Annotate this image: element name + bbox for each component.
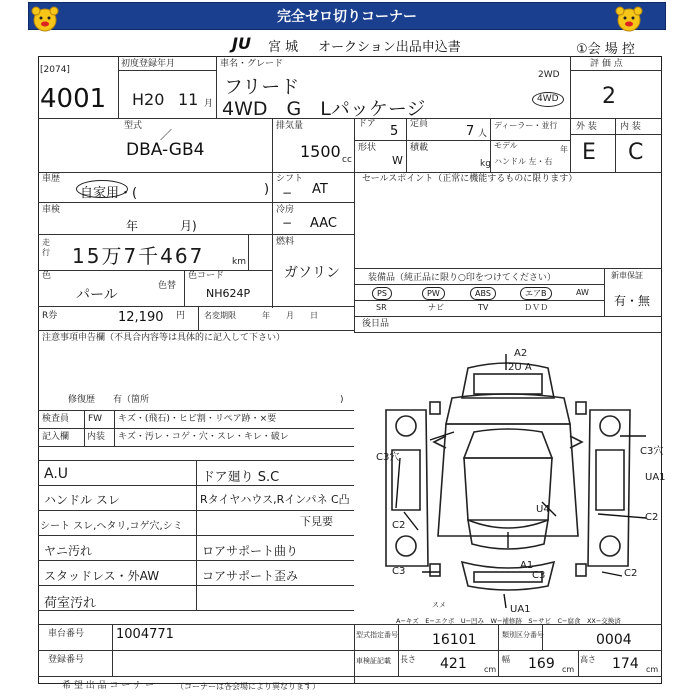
form-title: オークション出品申込書 bbox=[318, 40, 461, 55]
remark-2b: Rタイヤハウス,Rインパネ C凸 bbox=[200, 493, 350, 506]
ac-label: 冷房 bbox=[276, 205, 295, 215]
height-value: 174 bbox=[612, 656, 639, 672]
dmg-c3b: C3 bbox=[532, 570, 546, 581]
category-number: 0004 bbox=[596, 632, 632, 648]
recycle-label: R券 bbox=[42, 311, 58, 321]
type-cert-label: 型式指定番号 bbox=[356, 631, 398, 639]
recycle-unit: 円 bbox=[176, 311, 186, 321]
notes-label: 注意事項申告欄（不具合内容等は具体的に記入して下さい） bbox=[42, 333, 286, 343]
name-change-label: 名変期限 bbox=[204, 311, 236, 320]
inspection-label: 車検 bbox=[42, 205, 61, 215]
remark-5b: コアサポート歪み bbox=[202, 569, 299, 583]
dmg-ua1-bottom: UA1 bbox=[510, 604, 531, 615]
fuel-value: ガソリン bbox=[284, 265, 340, 281]
equip-pw: PW bbox=[422, 287, 445, 300]
mileage-value: 15万7千467 bbox=[72, 244, 205, 268]
color-change-label: 色替 bbox=[158, 281, 177, 291]
seats-unit: 人 bbox=[478, 129, 488, 139]
first-reg-era: H20 bbox=[132, 90, 165, 109]
mascot-right-icon bbox=[614, 4, 644, 34]
remark-3a: シート スレ,ヘタリ,コゲ穴,シミ bbox=[40, 521, 183, 532]
corner-note: （コーナーは各会場により異なります） bbox=[176, 682, 320, 691]
shape-value: W bbox=[392, 154, 403, 167]
model-mark: ／ bbox=[160, 128, 173, 142]
remark-3b: 下見要 bbox=[300, 515, 333, 528]
remark-4a: ヤニ汚れ bbox=[44, 544, 93, 558]
type-cert-number: 16101 bbox=[432, 632, 477, 648]
length-label: 長さ bbox=[400, 655, 416, 664]
mileage-unit: km bbox=[232, 257, 246, 267]
color-code-label: 色コード bbox=[188, 271, 225, 281]
dmg-c2-left: C2 bbox=[392, 520, 406, 531]
length-value: 421 bbox=[440, 656, 467, 672]
inspector-label: 検査員 bbox=[42, 414, 70, 424]
chassis-label: 車台番号 bbox=[48, 629, 85, 639]
new-warranty-label: 新車保証 bbox=[611, 271, 643, 280]
fuel-label: 燃料 bbox=[276, 237, 295, 247]
ext-grade: E bbox=[582, 140, 596, 165]
color-code-value: NH624P bbox=[206, 287, 251, 300]
rear-items-label: 後日品 bbox=[362, 319, 390, 329]
model-code: DBA-GB4 bbox=[126, 140, 205, 160]
ju-logo: JU bbox=[232, 34, 251, 53]
width-value: 169 bbox=[528, 656, 555, 672]
dmg-c3-right: C3穴 bbox=[640, 446, 664, 457]
dmg-u4: U4 bbox=[536, 504, 550, 515]
inspection-month: 月) bbox=[180, 219, 197, 233]
dmg-a2b: 2U A bbox=[508, 362, 532, 373]
venue-copy-label: ①会 場 控 bbox=[576, 42, 635, 57]
inspection-year: 年 bbox=[126, 219, 139, 233]
height-unit: cm bbox=[646, 665, 659, 674]
remark-1b: ドア廻り S.C bbox=[202, 470, 280, 485]
seats-label: 定員 bbox=[410, 119, 429, 129]
history-close: ) bbox=[264, 182, 270, 197]
sales-point-label: セールスポイント（正常に機能するものに限ります） bbox=[362, 174, 578, 184]
load-label: 積載 bbox=[410, 143, 429, 153]
remark-2a: ハンドル スレ bbox=[44, 493, 120, 507]
drive-2wd: 2WD bbox=[538, 70, 560, 80]
new-warranty-value: 有・無 bbox=[614, 294, 651, 308]
repair-label: 修復歴 有（箇所 bbox=[68, 395, 150, 405]
ext-label: 外 装 bbox=[576, 122, 597, 132]
remark-4b: ロアサポート曲り bbox=[202, 544, 299, 558]
load-unit: kg bbox=[480, 159, 491, 169]
first-reg-month-suffix: 月 bbox=[204, 99, 214, 109]
association-name: 宮 城 bbox=[268, 40, 299, 55]
color-label: 色 bbox=[42, 271, 52, 281]
repair-close: ) bbox=[340, 395, 344, 405]
banner bbox=[28, 2, 666, 30]
inspector-interior-items: キズ・汚レ・コゲ・穴・スレ・キレ・破レ bbox=[118, 432, 289, 442]
dmg-c3-low: C3 bbox=[392, 566, 406, 577]
dmg-c2-right: C2 bbox=[645, 512, 659, 523]
shape-label: 形状 bbox=[358, 143, 377, 153]
history-label: 車歴 bbox=[42, 174, 61, 184]
height-label: 高さ bbox=[580, 655, 596, 664]
inspector-interior: 内装 bbox=[87, 432, 106, 442]
ac-value: AAC bbox=[310, 216, 337, 231]
width-unit: cm bbox=[562, 665, 575, 674]
doors-label: ドア bbox=[358, 119, 376, 129]
name-change-value: 年 月 日 bbox=[262, 311, 318, 320]
mileage-label: 走行 bbox=[42, 238, 50, 257]
doors-value: 5 bbox=[390, 124, 399, 139]
lot-number: 4001 bbox=[40, 84, 107, 114]
dmg-a2: A2 bbox=[514, 348, 528, 359]
width-label: 幅 bbox=[502, 655, 510, 664]
reg-number-label: 登録番号 bbox=[48, 655, 85, 665]
dmg-c3-left: C3穴 bbox=[376, 452, 400, 463]
equip-sr: SR bbox=[376, 303, 387, 312]
dmg-c2-low: C2 bbox=[624, 568, 638, 579]
category-label: 類別区分番号 bbox=[502, 631, 544, 639]
displacement-value: 1500 bbox=[300, 142, 341, 161]
seats-value: 7 bbox=[466, 124, 475, 139]
equip-navi: ナビ bbox=[428, 303, 444, 312]
handle-label: ハンドル 左・右 bbox=[494, 157, 553, 166]
model-year-unit: 年 bbox=[560, 145, 568, 154]
equip-ps: PS bbox=[372, 287, 392, 300]
dealer-label: ディーラー・並行 bbox=[494, 121, 558, 130]
history-value: 自家用・( bbox=[80, 186, 138, 201]
car-name-label: 車名・グレード bbox=[220, 59, 284, 69]
first-reg-label: 初度登録年月 bbox=[121, 59, 176, 69]
score-label: 評 価 点 bbox=[590, 59, 623, 69]
int-label: 内 装 bbox=[620, 122, 641, 132]
equip-abs: ABS bbox=[470, 287, 496, 300]
shift-value: AT bbox=[312, 182, 328, 197]
equipment-label: 装備品（純正品に限り○印をつけてください） bbox=[368, 273, 556, 283]
equip-aw: AW bbox=[576, 288, 589, 297]
ref-number: [2074] bbox=[40, 65, 70, 75]
first-reg-month: 11 bbox=[178, 90, 199, 109]
damage-legend: A−キズ E−エクボ U−凹み W−補修跡 S−サビ C−腐食 XX−交換済 bbox=[396, 617, 621, 625]
banner-title: 完全ゼロ切りコーナー bbox=[277, 9, 417, 25]
car-grade: 4WD G Lパッケージ bbox=[222, 98, 426, 120]
ac-mark: − bbox=[282, 216, 293, 230]
entry-label: 記入欄 bbox=[42, 432, 70, 442]
shift-mark: − bbox=[282, 186, 293, 200]
dmg-sume: スメ bbox=[432, 601, 446, 609]
inspector-fw-items: キズ・(飛石)・ヒビ割・リペア跡・×要 bbox=[118, 414, 277, 424]
equip-dvd: ＤＶＤ bbox=[524, 303, 548, 312]
car-name: フリード bbox=[224, 76, 300, 98]
length-unit: cm bbox=[484, 665, 497, 674]
inspector-fw: FW bbox=[88, 414, 103, 424]
model-label: 型式 bbox=[124, 121, 143, 131]
color-value: パール bbox=[76, 287, 118, 303]
equip-tv: TV bbox=[478, 303, 489, 312]
dmg-a1: A1 bbox=[520, 560, 534, 571]
chassis-number: 1004771 bbox=[116, 627, 174, 642]
equip-airbag: エアB bbox=[520, 287, 552, 300]
corner-label: 希 望 出 品 コ ー ナ ー bbox=[62, 681, 155, 691]
mascot-left-icon bbox=[30, 4, 60, 34]
model-year-label: モデル bbox=[494, 141, 518, 150]
score-value: 2 bbox=[602, 84, 616, 109]
shift-label: シフト bbox=[276, 174, 304, 184]
displacement-label: 排気量 bbox=[276, 121, 304, 131]
dims-label: 車検証記載 bbox=[356, 657, 391, 665]
displacement-unit: cc bbox=[342, 155, 352, 165]
int-grade: C bbox=[628, 140, 644, 165]
drive-4wd-circled: 4WD bbox=[532, 92, 564, 107]
remark-1a: A.U bbox=[44, 466, 69, 482]
remark-6a: 荷室汚れ bbox=[44, 596, 97, 611]
recycle-value: 12,190 bbox=[118, 310, 164, 325]
remark-5a: スタッドレス・外AW bbox=[44, 569, 160, 583]
dmg-ua1-right: UA1 bbox=[645, 472, 666, 483]
